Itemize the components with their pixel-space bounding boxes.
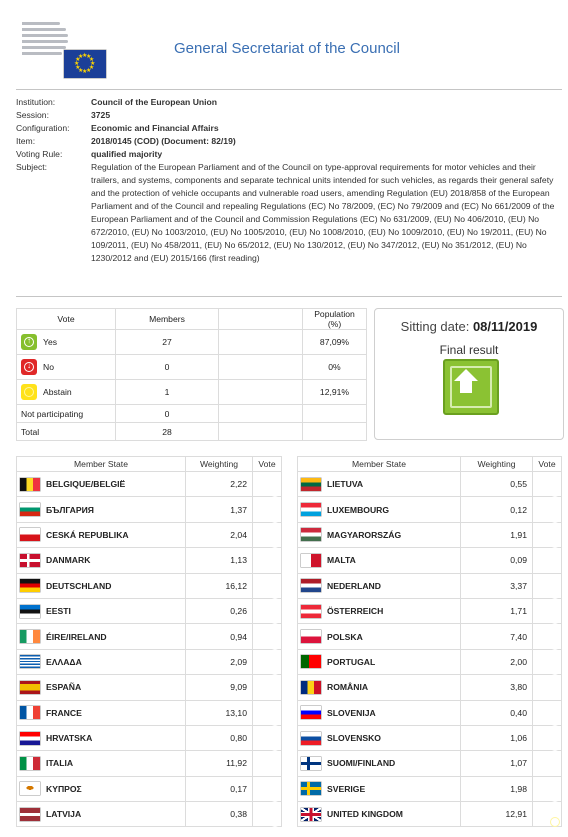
member-state-cell (298, 624, 461, 649)
member-state-row (17, 548, 282, 573)
romania-flag-icon (301, 681, 321, 694)
summary-population (303, 405, 367, 423)
member-state-weighting: 0,17 (186, 776, 253, 801)
member-state-cell (298, 776, 461, 801)
summary-spacer-cell (219, 380, 303, 405)
summary-members-count: 0 (116, 405, 219, 423)
member-state-name: ROMÂNIA (327, 682, 369, 693)
member-state-weighting: 2,09 (186, 649, 253, 674)
summary-members-count: 0 (116, 355, 219, 380)
member-state-name: EESTI (46, 606, 71, 617)
sitting-date-label: Sitting date: (400, 319, 470, 334)
summary-vote-cell (17, 355, 116, 380)
yes-vote-icon: ↑ (21, 334, 37, 350)
member-state-row (298, 522, 562, 547)
member-state-vote: ↑ (253, 522, 282, 547)
finland-flag-icon (301, 757, 321, 770)
member-state-vote: ↑ (533, 497, 562, 522)
member-state-vote: ↑ (253, 598, 282, 623)
member-state-weighting: 9,09 (186, 675, 253, 700)
member-state-name: SVERIGE (327, 783, 366, 794)
member-state-name: LUXEMBOURG (327, 504, 390, 515)
member-state-row (17, 751, 282, 776)
member-state-vote: ↑ (533, 573, 562, 598)
summary-vote-cell (17, 330, 116, 355)
member-state-row (17, 725, 282, 750)
column-header-spacer (219, 309, 303, 330)
member-state-name: ÉIRE/IRELAND (46, 631, 107, 642)
sitting-date (375, 319, 563, 334)
france-flag-icon (20, 706, 40, 719)
member-state-weighting: 1,13 (186, 548, 253, 573)
member-state-cell (298, 700, 461, 725)
malta-flag-icon (301, 554, 321, 567)
summary-members-count: 28 (116, 423, 219, 441)
estonia-flag-icon (20, 605, 40, 618)
info-label: Item: (16, 136, 36, 146)
member-state-vote: ↑ (253, 624, 282, 649)
member-state-row (298, 497, 562, 522)
member-state-name: NEDERLAND (327, 580, 381, 591)
summary-population (303, 423, 367, 441)
member-state-vote: ↑ (253, 700, 282, 725)
member-state-cell (17, 522, 186, 547)
member-state-cell (17, 472, 186, 497)
member-state-weighting: 0,40 (461, 700, 533, 725)
info-value: 3725 (91, 110, 111, 120)
lithuania-flag-icon (301, 478, 321, 491)
info-label: Institution: (16, 97, 56, 107)
member-state-name: БЪЛГАРИЯ (46, 504, 94, 515)
spain-flag-icon (20, 681, 40, 694)
info-row (16, 96, 562, 109)
council-logo (22, 22, 96, 78)
member-state-name: HRVATSKA (46, 733, 93, 744)
info-label: Subject: (16, 162, 48, 172)
member-state-cell (298, 725, 461, 750)
member-state-vote: ↑ (253, 573, 282, 598)
member-state-weighting: 1,06 (461, 725, 533, 750)
divider (16, 296, 562, 297)
info-row (16, 161, 562, 265)
member-state-weighting: 0,94 (186, 624, 253, 649)
member-state-vote: ↑ (533, 700, 562, 725)
slovakia-flag-icon (301, 732, 321, 745)
member-state-name: SUOMI/FINLAND (327, 758, 396, 769)
member-state-cell (17, 802, 186, 827)
member-state-name: LIETUVA (327, 479, 364, 490)
member-state-cell (298, 522, 461, 547)
member-state-row (17, 700, 282, 725)
info-value: Council of the European Union (91, 97, 218, 107)
member-state-cell (17, 725, 186, 750)
column-header-vote: Vote (533, 457, 562, 472)
info-row (16, 135, 562, 148)
vote-summary-table (16, 308, 367, 441)
summary-population: 0% (303, 355, 367, 380)
abstain-vote-icon (21, 384, 37, 400)
member-state-row (17, 649, 282, 674)
member-state-vote: ↑ (253, 776, 282, 801)
eu-flag-icon: ★ ★ ★ ★ ★ ★ ★ ★ ★ ★ ★ ★ (64, 50, 106, 78)
sitting-result-panel (374, 308, 564, 440)
member-state-cell (298, 472, 461, 497)
summary-row (17, 380, 367, 405)
member-state-weighting: 0,26 (186, 598, 253, 623)
sitting-date-value: 08/11/2019 (472, 319, 538, 334)
info-label: Configuration: (16, 123, 70, 133)
summary-vote-label: Not participating (21, 408, 84, 419)
summary-population: 87,09% (303, 330, 367, 355)
member-state-vote: ↑ (253, 548, 282, 573)
member-state-vote: ↑ (253, 472, 282, 497)
summary-row (17, 330, 367, 355)
germany-flag-icon (20, 579, 40, 592)
member-state-cell (298, 751, 461, 776)
member-state-weighting: 3,80 (461, 675, 533, 700)
member-state-cell (298, 675, 461, 700)
adopted-up-arrow-icon (443, 359, 499, 415)
member-state-row (298, 675, 562, 700)
member-state-weighting: 1,91 (461, 522, 533, 547)
croatia-flag-icon (20, 732, 40, 745)
info-label: Session: (16, 110, 49, 120)
member-state-row (17, 573, 282, 598)
member-state-row (298, 802, 562, 827)
member-state-cell (17, 573, 186, 598)
member-state-cell (298, 497, 461, 522)
member-state-vote: ↑ (533, 472, 562, 497)
vote-details (16, 96, 562, 265)
member-state-row (298, 751, 562, 776)
column-header-weighting: Weighting (461, 457, 533, 472)
latvia-flag-icon (20, 808, 40, 821)
column-header-vote: Vote (253, 457, 282, 472)
member-state-weighting: 0,80 (186, 725, 253, 750)
member-state-row (17, 497, 282, 522)
member-state-row (17, 624, 282, 649)
czechia-flag-icon (20, 528, 40, 541)
member-state-weighting: 2,22 (186, 472, 253, 497)
member-states-table-right (297, 456, 562, 827)
summary-members-count: 27 (116, 330, 219, 355)
member-state-weighting: 11,92 (186, 751, 253, 776)
member-state-weighting: 1,98 (461, 776, 533, 801)
summary-row (17, 355, 367, 380)
member-state-vote: ↑ (253, 751, 282, 776)
member-state-row (298, 598, 562, 623)
member-state-cell (17, 649, 186, 674)
member-state-vote: ↑ (533, 675, 562, 700)
summary-row (17, 405, 367, 423)
greece-flag-icon (20, 655, 40, 668)
column-header-member-state: Member State (298, 457, 461, 472)
member-state-weighting: 2,00 (461, 649, 533, 674)
info-label: Voting Rule: (16, 149, 63, 159)
member-state-cell (17, 700, 186, 725)
member-state-name: SLOVENIJA (327, 707, 376, 718)
info-value: 2018/0145 (COD) (Document: 82/19) (91, 136, 236, 146)
member-state-row (17, 776, 282, 801)
summary-spacer-cell (219, 405, 303, 423)
member-states-table-left (16, 456, 282, 827)
summary-spacer-cell (219, 330, 303, 355)
info-row (16, 109, 562, 122)
member-state-row (298, 624, 562, 649)
member-state-weighting: 12,91 (461, 802, 533, 827)
member-state-name: SLOVENSKO (327, 733, 381, 744)
summary-row (17, 423, 367, 441)
poland-flag-icon (301, 630, 321, 643)
member-state-name: FRANCE (46, 707, 82, 718)
member-state-vote: ↑ (533, 522, 562, 547)
member-state-cell (17, 675, 186, 700)
member-state-weighting: 1,71 (461, 598, 533, 623)
member-state-cell (298, 598, 461, 623)
member-state-vote: ↑ (533, 776, 562, 801)
member-state-row (298, 700, 562, 725)
member-state-name: UNITED KINGDOM (327, 809, 403, 820)
member-state-name: DEUTSCHLAND (46, 580, 112, 591)
member-state-cell (17, 548, 186, 573)
member-state-name: PORTUGAL (327, 656, 376, 667)
member-state-vote: ↑ (253, 497, 282, 522)
member-state-vote: ↑ (533, 751, 562, 776)
column-header-population: Population (%) (303, 309, 367, 330)
member-state-name: ΕΛΛΑΔΑ (46, 656, 82, 667)
member-state-cell (17, 497, 186, 522)
member-state-vote: ↑ (533, 624, 562, 649)
netherlands-flag-icon (301, 579, 321, 592)
summary-vote-cell (17, 423, 116, 441)
belgium-flag-icon (20, 478, 40, 491)
column-header-member-state: Member State (17, 457, 186, 472)
member-state-weighting: 1,37 (186, 497, 253, 522)
member-state-row (298, 472, 562, 497)
info-row (16, 148, 562, 161)
member-state-cell (298, 548, 461, 573)
member-state-weighting: 0,38 (186, 802, 253, 827)
united-kingdom-flag-icon (301, 808, 321, 821)
summary-vote-label: Yes (43, 337, 58, 347)
member-state-vote: ↑ (533, 725, 562, 750)
member-state-weighting: 13,10 (186, 700, 253, 725)
info-value: qualified majority (91, 149, 163, 159)
member-state-vote: ↑ (253, 649, 282, 674)
ireland-flag-icon (20, 630, 40, 643)
info-value: Economic and Financial Affairs (91, 123, 219, 133)
summary-vote-cell (17, 405, 116, 423)
member-state-weighting: 0,55 (461, 472, 533, 497)
summary-members-count: 1 (116, 380, 219, 405)
member-state-row (17, 522, 282, 547)
member-state-name: ÖSTERREICH (327, 606, 384, 617)
member-state-name: ITALIA (46, 758, 74, 769)
summary-vote-label: Abstain (43, 387, 72, 397)
summary-population: 12,91% (303, 380, 367, 405)
member-state-weighting: 2,04 (186, 522, 253, 547)
member-state-row (17, 598, 282, 623)
column-header-weighting: Weighting (186, 457, 253, 472)
member-state-row (298, 725, 562, 750)
member-state-cell (298, 802, 461, 827)
portugal-flag-icon (301, 655, 321, 668)
summary-vote-label: No (43, 362, 54, 372)
summary-spacer-cell (219, 423, 303, 441)
member-state-row (298, 548, 562, 573)
bulgaria-flag-icon (20, 503, 40, 516)
member-state-vote: ↑ (253, 675, 282, 700)
page-title: General Secretariat of the Council (174, 40, 400, 57)
member-state-name: LATVIJA (46, 809, 82, 820)
member-state-weighting: 16,12 (186, 573, 253, 598)
divider (16, 89, 562, 90)
member-state-name: DANMARK (46, 555, 91, 566)
member-state-vote: ↑ (533, 649, 562, 674)
member-state-vote (533, 802, 562, 827)
member-state-name: POLSKA (327, 631, 363, 642)
member-state-weighting: 1,07 (461, 751, 533, 776)
member-state-name: CESKÁ REPUBLIKA (46, 529, 129, 540)
member-state-name: ΚΥΠΡΟΣ (46, 783, 82, 794)
member-state-vote: ↑ (533, 598, 562, 623)
member-state-name: BELGIQUE/BELGIË (46, 479, 126, 490)
summary-spacer-cell (219, 355, 303, 380)
summary-vote-label: Total (21, 426, 40, 437)
slovenia-flag-icon (301, 706, 321, 719)
member-state-vote: ↑ (253, 802, 282, 827)
member-state-cell (17, 776, 186, 801)
member-state-weighting: 3,37 (461, 573, 533, 598)
cyprus-flag-icon (20, 782, 40, 795)
member-state-cell (17, 598, 186, 623)
denmark-flag-icon (20, 554, 40, 567)
member-state-row (298, 649, 562, 674)
hungary-flag-icon (301, 528, 321, 541)
member-state-name: MAGYARORSZÁG (327, 529, 402, 540)
italy-flag-icon (20, 757, 40, 770)
member-state-row (17, 802, 282, 827)
summary-vote-cell (17, 380, 116, 405)
info-value: Regulation of the European Parliament and of the Council on type-approval requirements for motor vehicles and their trailers, and systems, components and separate technical units intended for such vehicles, as regards their general safety and the protection of vehicle occupants and vulnerable road users, amending Regulation (EU) 2018/858 of the European Parliament and of the Council and repealing Regulations (EC) No 78/2009, (EC) No 79/2009 and (EC) No 661/2009 of the European Parliament and of the Council and Commission Regulations (EC) No 631/2009, (EU) No 406/2010, (EU) No 672/2010, (EU) No 1003/2010, (EU) No 1005/2010, (EU) No 1008/2010, (EU) No 1009/2010, (EU) No 19/2011, (EU) No 109/2011, (EU) No 458/2011, (EU) No 65/2012, (EU) No 130/2012, (EU) No 347/2012, (EU) No 351/2012, (EU) No 1230/2012 and (EU) 2015/166 (first reading) (91, 162, 555, 263)
member-state-cell (298, 573, 461, 598)
info-row (16, 122, 562, 135)
member-state-weighting: 0,12 (461, 497, 533, 522)
no-vote-icon: ↓ (21, 359, 37, 375)
member-state-cell (298, 649, 461, 674)
member-state-name: MALTA (327, 555, 356, 566)
austria-flag-icon (301, 605, 321, 618)
member-state-vote: ↑ (533, 548, 562, 573)
member-state-row (298, 776, 562, 801)
column-header-vote: Vote (17, 309, 116, 330)
sweden-flag-icon (301, 782, 321, 795)
member-state-row (17, 472, 282, 497)
member-state-weighting: 7,40 (461, 624, 533, 649)
member-state-name: ESPAÑA (46, 682, 82, 693)
member-state-vote: ↑ (253, 725, 282, 750)
member-state-row (298, 573, 562, 598)
member-state-row (17, 675, 282, 700)
member-state-cell (17, 624, 186, 649)
member-state-weighting: 0,09 (461, 548, 533, 573)
final-result-label: Final result (439, 343, 499, 357)
luxembourg-flag-icon (301, 503, 321, 516)
column-header-members: Members (116, 309, 219, 330)
member-state-cell (17, 751, 186, 776)
